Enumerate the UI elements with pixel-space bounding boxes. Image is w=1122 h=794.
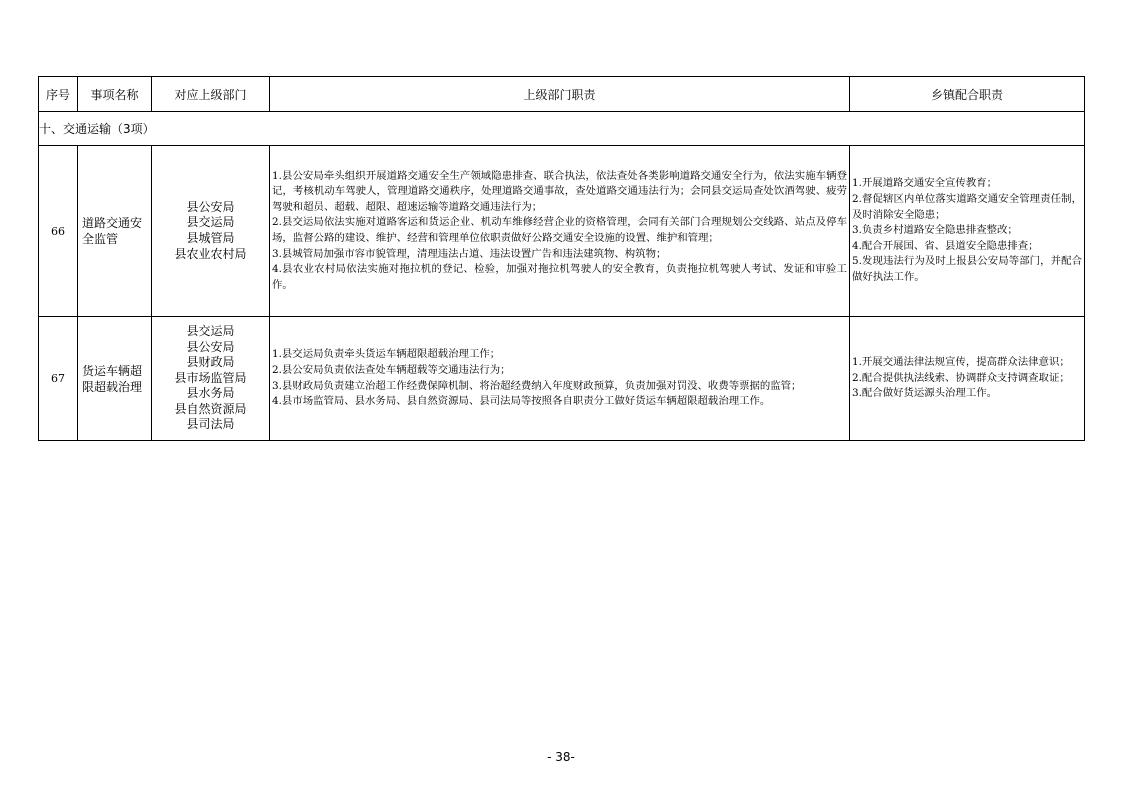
dept-item: 县农业农村局 (174, 246, 247, 261)
dept-item: 县水务局 (186, 386, 235, 401)
duty-item: 4.县市场监管局、县水务局、县自然资源局、县司法局等按照各自职责分工做好货运车辆超限超载治理工作。 (272, 395, 771, 408)
table-row (39, 146, 1085, 317)
duty-item: 1.县交运局负责牵头货运车辆超限超载治理工作； (272, 348, 501, 361)
coop-item: 4.配合开展国、省、县道安全隐患排查； (852, 239, 1039, 252)
dept-item: 县财政局 (186, 355, 235, 370)
duty-item: 3.县城管局加强市容市貌管理，清理违法占道、违法设置广告和违法建筑物、构筑物； (272, 247, 667, 260)
dept-item: 县司法局 (186, 417, 235, 432)
row-town-duties (850, 146, 1085, 317)
row-item-name: 道路交通安全监管 (78, 146, 152, 317)
coop-item: 2.督促辖区内单位落实道路交通安全管理责任制，及时消除安全隐患； (852, 193, 1082, 221)
table-row (39, 317, 1085, 441)
dept-item: 县市场监管局 (174, 370, 247, 385)
responsibility-table (38, 76, 1085, 441)
dept-item: 县交运局 (186, 215, 235, 230)
page-number: - 38- (547, 750, 575, 764)
header-town-duties: 乡镇配合职责 (850, 77, 1085, 112)
coop-item: 3.负责乡村道路安全隐患排查整改； (852, 224, 1018, 237)
header-item-name: 事项名称 (78, 77, 152, 112)
dept-item: 县自然资源局 (174, 401, 247, 416)
row-depts (152, 317, 270, 441)
dept-item: 县公安局 (186, 339, 235, 354)
coop-item: 1.开展交通法律法规宣传，提高群众法律意识； (852, 356, 1070, 369)
section-row (39, 112, 1085, 146)
header-upper-dept: 对应上级部门 (152, 77, 270, 112)
duty-item: 2.县交运局依法实施对道路客运和货运企业、机动车维修经营企业的资格管理，会同有关部门合理规划公交线路、站点及停车场，监督公路的建设、维护、经营和管理单位依职责做好公路交通安全设施的设置、维护和管理； (272, 216, 847, 244)
duty-item: 2.县公安局负责依法查处车辆超载等交通违法行为； (272, 363, 511, 376)
duty-item: 3.县财政局负责建立治超工作经费保障机制、将治超经费纳入年度财政预算，负责加强对罚没、收费等票据的监管； (272, 379, 802, 392)
coop-item: 2.配合提供执法线索、协调群众支持调查取证； (852, 371, 1070, 384)
row-item-name: 货运车辆超限超载治理 (78, 317, 152, 441)
coop-item: 1.开展道路交通安全宣传教育； (852, 177, 997, 190)
row-upper-duties (270, 146, 850, 317)
dept-item: 县公安局 (186, 199, 235, 214)
row-seq: 66 (39, 146, 78, 317)
header-seq: 序号 (39, 77, 78, 112)
row-town-duties (850, 317, 1085, 441)
row-seq: 67 (39, 317, 78, 441)
row-upper-duties (270, 317, 850, 441)
dept-item: 县城管局 (186, 231, 235, 245)
section-title: 十、交通运输（3项） (39, 112, 1085, 146)
coop-item: 5.发现违法行为及时上报县公安局等部门，并配合做好执法工作。 (852, 255, 1082, 283)
dept-item: 县交运局 (186, 323, 235, 338)
duty-item: 1.县公安局牵头组织开展道路交通安全生产领域隐患排查、联合执法，依法查处各类影响道路交通安全行为，依法实施车辆登记，考核机动车驾驶人，管理道路交通秩序，处理道路交通事故，查处道路交通违法行为；会同县交运局查处饮酒驾驶、疲劳驾驶和超员、超载、超限、超速运输等道路交通违法行为； (272, 169, 847, 213)
duty-item: 4.县农业农村局依法实施对拖拉机的登记、检验，加强对拖拉机驾驶人的安全教育，负责拖拉机驾驶人考试、发证和审验工作。 (272, 263, 847, 291)
header-upper-duties: 上级部门职责 (270, 77, 850, 112)
row-depts (152, 146, 270, 317)
coop-item: 3.配合做好货运源头治理工作。 (852, 387, 997, 400)
table-header-row (39, 77, 1085, 112)
